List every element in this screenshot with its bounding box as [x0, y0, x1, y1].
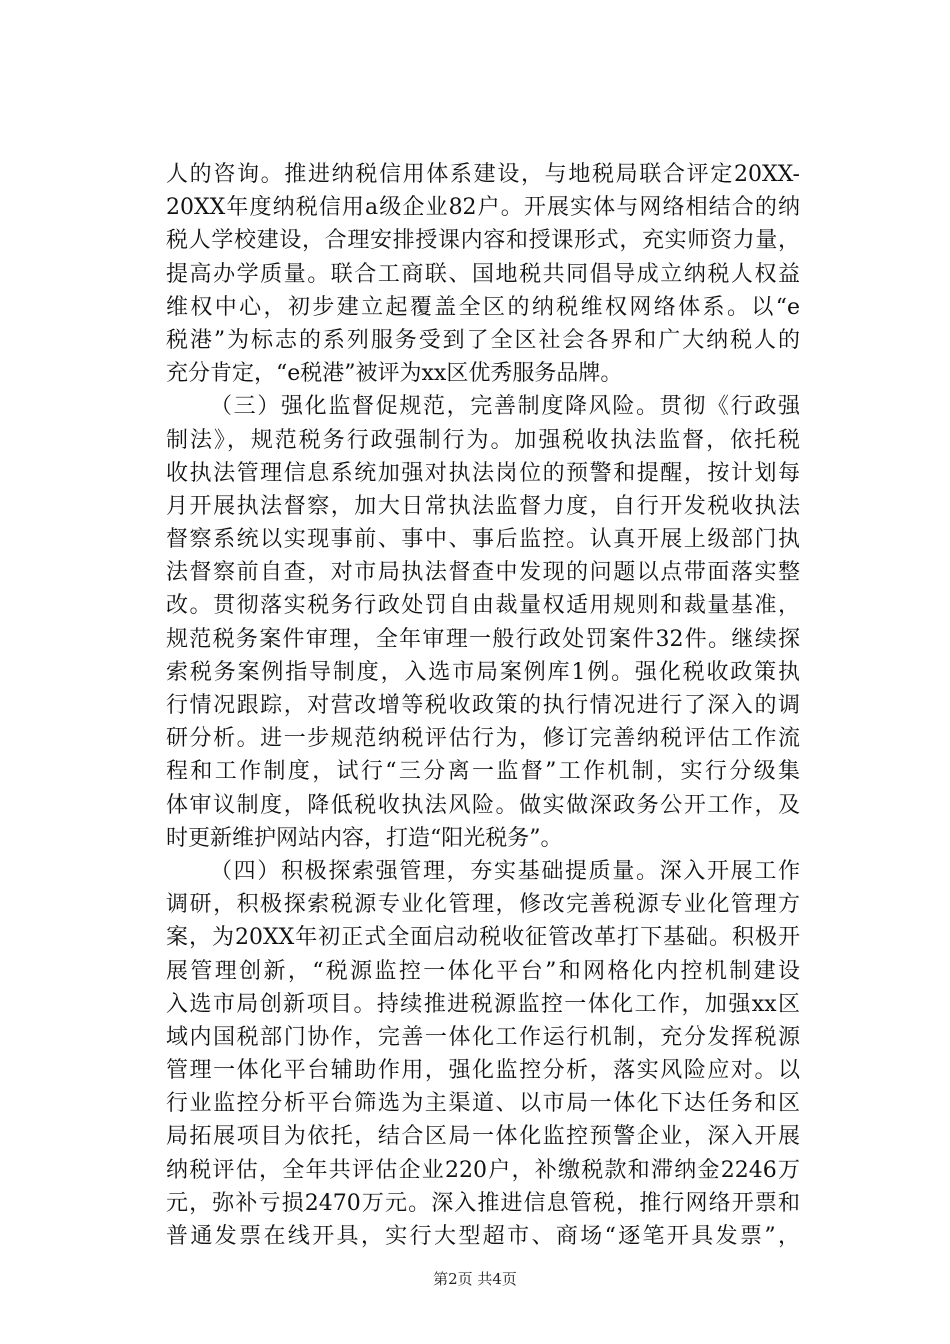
text-line: 调研，积极探索税源专业化管理，修改完善税源专业化管理方 [166, 892, 800, 918]
text-line: 管理一体化平台辅助作用，强化监控分析，落实风险应对。以 [166, 1058, 800, 1084]
text-line: 入选市局创新项目。持续推进税源监控一体化工作，加强xx区 [166, 991, 800, 1017]
text-line: 元，弥补亏损2470万元。深入推进信息管税，推行网络开票和 [166, 1190, 800, 1216]
section-heading-line: （三）强化监督促规范，完善制度降风险。贯彻《行政强 [210, 394, 800, 420]
text-line: 行情况跟踪，对营改增等税收政策的执行情况进行了深入的调 [166, 693, 800, 718]
text-line: 规范税务案件审理，全年审理一般行政处罚案件32件。继续探 [166, 626, 800, 652]
text-line: 索税务案例指导制度，入选市局案例库1例。强化税收政策执 [166, 659, 800, 685]
section-heading-line: （四）积极探索强管理，夯实基础提质量。深入开展工作 [210, 858, 800, 884]
text-line: 体审议制度，降低税收执法风险。做实做深政务公开工作，及 [166, 792, 800, 818]
text-line: 维权中心，初步建立起覆盖全区的纳税维权网络体系。以“e [166, 294, 800, 320]
text-line: 案，为20XX年初正式全面启动税收征管改革打下基础。积极开 [166, 925, 800, 951]
text-line: 行业监控分析平台筛选为主渠道、以市局一体化下达任务和区 [166, 1091, 800, 1117]
text-line: 研分析。进一步规范纳税评估行为，修订完善纳税评估工作流 [166, 726, 800, 752]
text-line: 局拓展项目为依托，结合区局一体化监控预警企业，深入开展 [166, 1124, 800, 1150]
text-line: 纳税评估，全年共评估企业220户，补缴税款和滞纳金2246万 [166, 1157, 800, 1183]
text-line: 收执法管理信息系统加强对执法岗位的预警和提醒，按计划每 [166, 460, 800, 486]
page-number-text: 第2页 共4页 [433, 1270, 517, 1288]
text-line: 人的咨询。推进纳税信用体系建设，与地税局联合评定20XX- [166, 162, 800, 187]
text-line: 20XX年度纳税信用a级企业82户。开展实体与网络相结合的纳 [166, 195, 800, 221]
text-line: 改。贯彻落实税务行政处罚自由裁量权适用规则和裁量基准， [166, 593, 800, 619]
text-line: 普通发票在线开具，实行大型超市、商场“逐笔开具发票”， [166, 1224, 800, 1249]
page-footer [0, 1268, 950, 1289]
text-line: 税人学校建设，合理安排授课内容和授课形式，充实师资力量， [166, 228, 800, 254]
text-line: 域内国税部门协作，完善一体化工作运行机制，充分发挥税源 [166, 1024, 800, 1050]
text-line: 展管理创新，“税源监控一体化平台”和网格化内控机制建设 [166, 958, 800, 984]
text-line: 制法》，规范税务行政强制行为。加强税收执法监督，依托税 [166, 427, 800, 453]
text-line: 税港”为标志的系列服务受到了全区社会各界和广大纳税人的 [166, 327, 800, 353]
paragraph-end-line: 时更新维护网站内容，打造“阳光税务”。 [166, 825, 563, 851]
text-line: 提高办学质量。联合工商联、国地税共同倡导成立纳税人权益 [166, 261, 800, 287]
paragraph-end-line: 充分肯定，“e税港”被评为xx区优秀服务品牌。 [166, 361, 623, 387]
document-body [166, 158, 800, 1253]
text-line: 督察系统以实现事前、事中、事后监控。认真开展上级部门执 [166, 527, 800, 553]
text-line: 程和工作制度，试行“三分离一监督”工作机制，实行分级集 [166, 759, 800, 785]
text-line: 月开展执法督察，加大日常执法监督力度，自行开发税收执法 [166, 493, 800, 519]
text-line: 法督察前自查，对市局执法督查中发现的问题以点带面落实整 [166, 560, 800, 586]
